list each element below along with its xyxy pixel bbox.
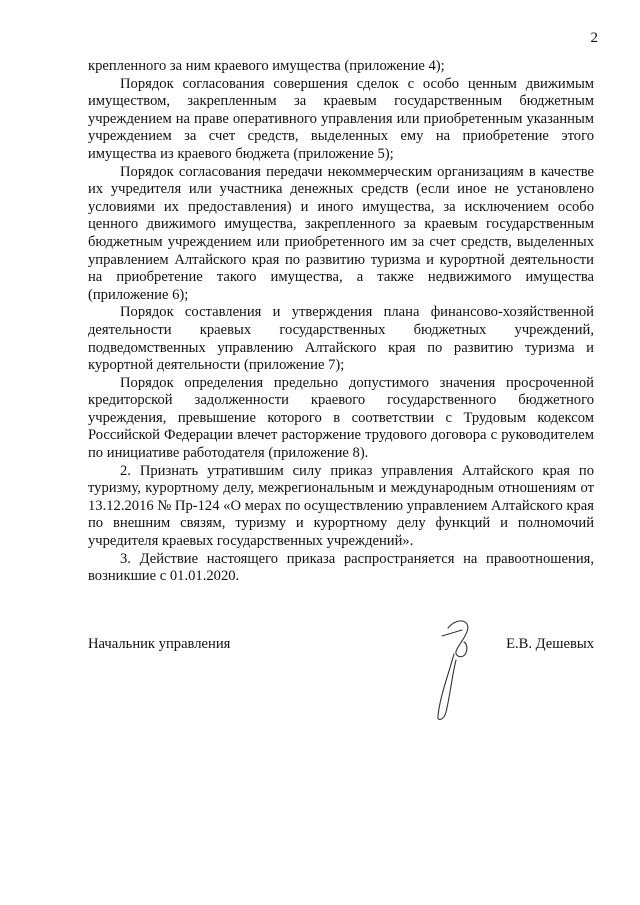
handwritten-signature: [418, 616, 488, 726]
page-number: 2: [590, 30, 598, 46]
paragraph-item-2: 2. Признать утратившим силу приказ управления Алтайского края по туризму, курортному делу, межрегиональным и международным отношениям от 13.12.2016 № Пр-124 «О мерах по осуществлению управлением Алтайского края по внешним связям, туризму и курортному делу функций и полномочий учредителя краевых государственных учреждений».: [88, 462, 594, 550]
paragraph-item-3: 3. Действие настоящего приказа распространяется на правоотношения, возникшие с 01.01.2020.: [88, 550, 594, 585]
paragraph-appendix-5: Порядок согласования совершения сделок с особо ценным движимым имуществом, закрепленным за краевым государственным бюджетным учреждением на праве оперативного управления или приобретенным указанным учреждением за счет средств, выделенных ему на приобретение этого имущества из краевого бюджета (приложение 5);: [88, 75, 594, 162]
paragraph-appendix-8: Порядок определения предельно допустимого значения просроченной кредиторской задолженности краевого государственного бюджетного учреждения, превышение которого в соответствии с Трудовым кодексом Российской Федерации влечет расторжение трудового договора с руководителем по инициативе работодателя (приложение 8).: [88, 374, 594, 462]
paragraph-appendix-7: Порядок составления и утверждения плана финансово-хозяйственной деятельности краевых государственных бюджетных учреждений, подведомственных управлению Алтайского края по развитию туризма и курортной деятельности (приложение 7);: [88, 304, 594, 374]
paragraph-continuation: крепленного за ним краевого имущества (приложение 4);: [88, 58, 445, 74]
signatory-position: Начальник управления: [88, 636, 231, 652]
signature-block: [88, 636, 594, 726]
document-body: [88, 58, 594, 586]
paragraph-appendix-6: Порядок согласования передачи некоммерческим организациям в качестве их учредителя или участника денежных средств (если иное не установлено условиями их предоставления) и иного имущества, за исключением особо ценного движимого имущества, закрепленного за краевым государственным бюджетным учреждением или приобретенного им за счет средств, выделенных управлением Алтайского края по развитию туризма и курортной деятельности на приобретение такого имущества, а также недвижимого имущества (приложение 6);: [88, 163, 594, 303]
signatory-name: Е.В. Дешевых: [506, 636, 594, 652]
